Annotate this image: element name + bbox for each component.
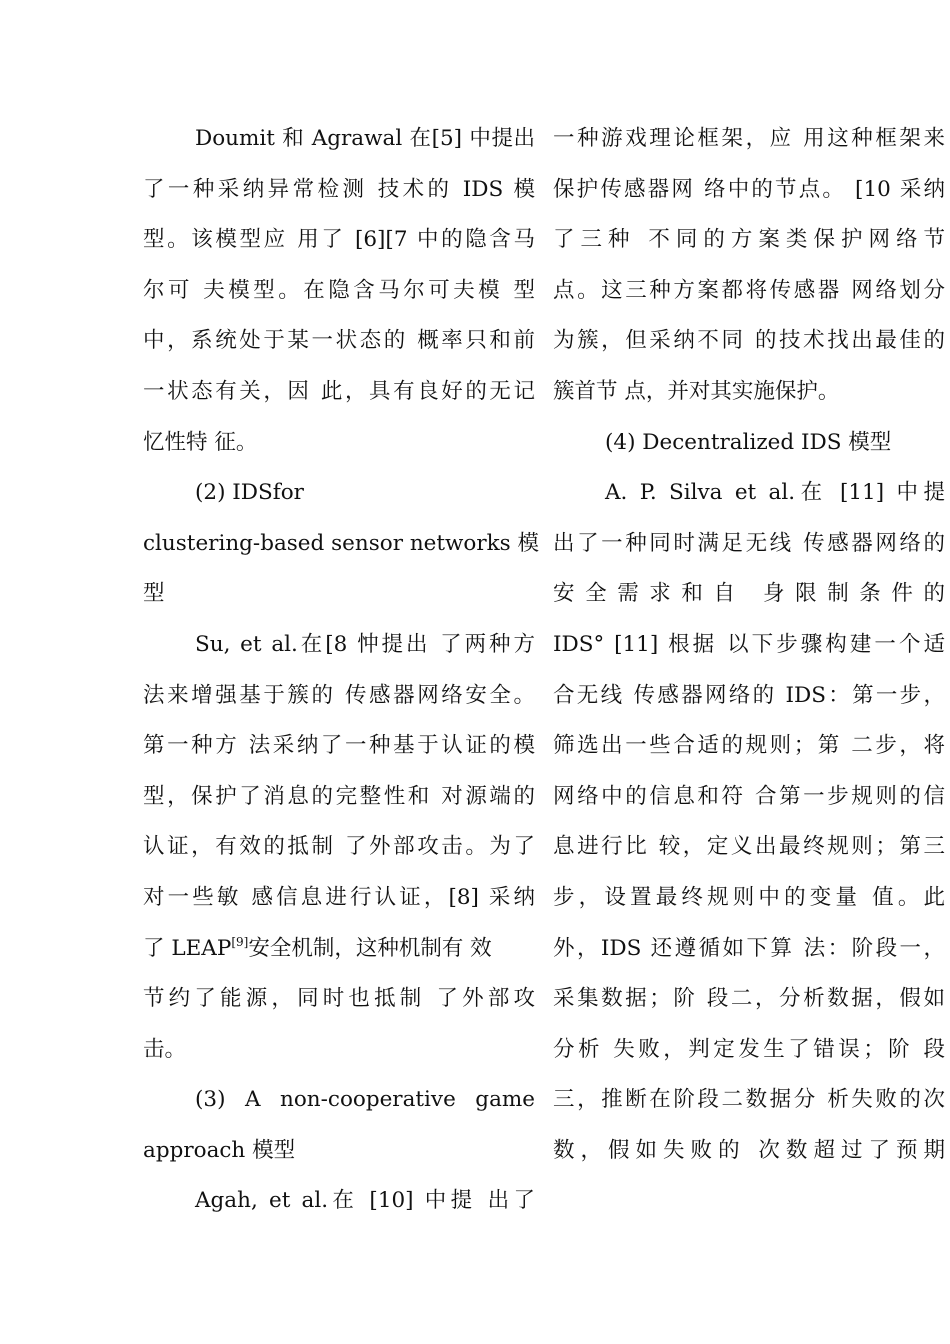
paragraph-line: 了一种采纳异常检测 技术的 IDS 模 [143,176,535,202]
paragraph-line: 节约了能源，同时也抵制 了外部攻 [143,986,535,1012]
paragraph-line: 第一种方 法采纳了一种基于认证的模 [143,733,535,759]
paragraph-line: 为簇，但采纳不同 的技术找出最佳的 [553,328,945,354]
paragraph-line: 一种游戏理论框架，应 用这种框架来 [553,126,945,151]
paragraph-line: 分析 失败，判定发生了错误；阶 段 [553,1036,945,1062]
paragraph-line: 对一些敏 感信息进行认证，[8] 采纳 [143,884,535,910]
paragraph-line: 合无线 传感器网络的 IDS：第一步， [553,682,945,708]
paragraph-line: 出了一种同时满足无线 传感器网络的 [553,530,945,556]
paragraph-line: 点。这三种方案都将传感器 网络划分 [553,277,945,303]
paragraph-line: 忆性特 征。 [143,429,258,455]
paragraph-line: Agah, et al.在 [10] 中提 出了 [195,1188,535,1214]
paragraph-line: 簇首节 点，并对其实施保护。 [553,378,840,404]
paragraph-line: 步，设置最终规则中的变量 值。此 [553,884,945,910]
paragraph-line-leap [143,924,535,975]
section-heading-3: (3) A non-cooperative game [195,1087,535,1113]
paragraph-line: A. P. Silva et al.在 [11] 中提 [605,480,945,506]
right-column [553,114,945,1176]
paragraph-line: IDS° [11] 根据 以下步骤构建一个适 [553,631,945,657]
section-heading-2-end: 型 [143,581,165,607]
leap-text: 了 LEAP [143,935,232,961]
paragraph-line: Su, et al.在[8 忡提出 了两种方 [195,631,535,657]
paragraph-line: 击。 [143,1036,187,1062]
paragraph-line: 型。该模型应 用了 [6][7 中的隐含马 [143,227,535,253]
section-heading-3-cont: approach 模型 [143,1137,296,1163]
section-heading-4: (4) Decentralized IDS 模型 [605,429,892,455]
paragraph-line: Doumit 和 Agrawal 在[5] 中提出 [195,126,535,151]
paragraph-line: 三，推断在阶段二数据分 析失败的次 [553,1087,945,1113]
left-column [143,114,540,1227]
section-heading-2-cont: clustering-based sensor networks 模 [143,530,540,556]
paragraph-line: 一状态有关，因 此，具有良好的无记 [143,378,535,404]
paragraph-line: 保护传感器网 络中的节点。 [10 采纳 [553,176,945,202]
section-heading-2: (2) IDSfor [195,480,304,506]
paragraph-line: 采集数据；阶 段二，分析数据，假如 [553,986,945,1012]
paragraph-line: 安全需求和自 身限制条件的 [553,581,945,607]
paragraph-line: 息进行比 较，定义出最终规则；第三 [553,834,945,860]
paragraph-line: 认证，有效的抵制 了外部攻击。为了 [143,834,535,860]
paragraph-line: 筛选出一些合适的规则；第 二步，将 [553,733,945,759]
citation-superscript: [9] [231,934,249,949]
leap-text-after: 安全机制，这种机制有 效 [248,935,492,961]
paragraph-line: 型，保护了消息的完整性和 对源端的 [143,783,535,809]
paragraph-line: 尔可 夫模型。在隐含马尔可夫模 型 [143,277,535,303]
paragraph-line: 外，IDS 还遵循如下算 法：阶段一， [553,935,945,961]
paragraph-line: 法来增强基于簇的 传感器网络安全。 [143,682,535,708]
paragraph-line: 了三种 不同的方案类保护网络节 [553,227,945,253]
paragraph-line: 网络中的信息和符 合第一步规则的信 [553,783,945,809]
paragraph-line: 中，系统处于某一状态的 概率只和前 [143,328,535,354]
paragraph-line: 数，假如失败的 次数超过了预期 [553,1137,945,1163]
